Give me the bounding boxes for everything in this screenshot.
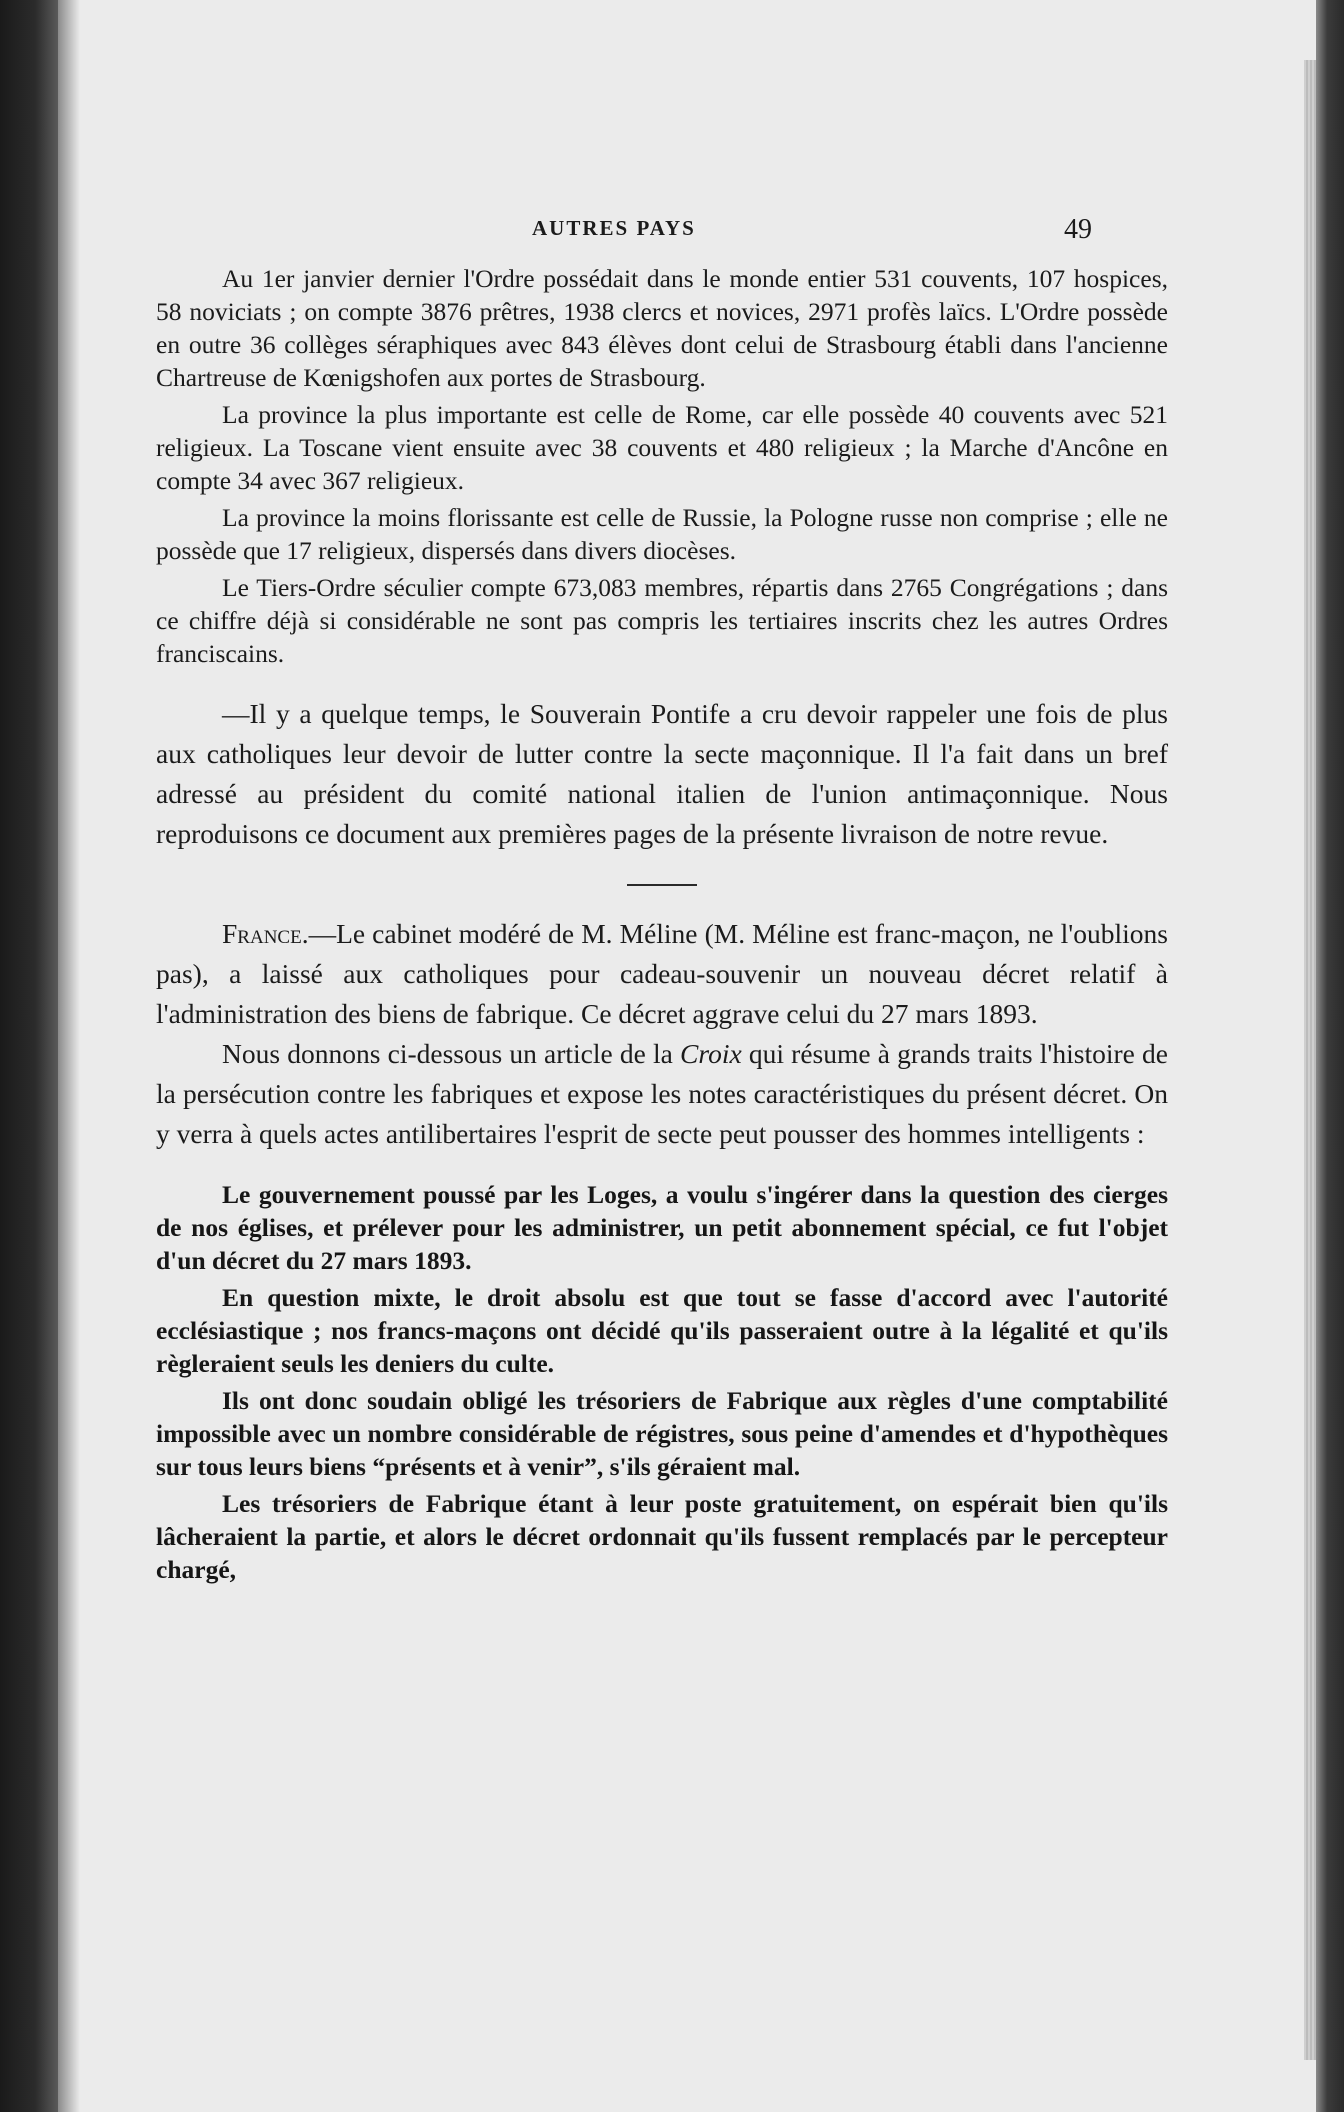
paragraph-province-rome: La province la plus importante est celle de Rome, car elle possède 40 couvents avec 521 religieux. La Toscane vient ensuite avec 38 couvents et 480 religieux ; la Marche d'Ancône en compte 34 avec 367 religieux. <box>156 400 1168 495</box>
gutter-shadow <box>58 0 80 2112</box>
paragraph-order-statistics: Au 1er janvier dernier l'Ordre possédait dans le monde entier 531 couvents, 107 hospices, 58 noviciats ; on compte 3876 prêtres, 1938 clercs et novices, 2971 profès laïcs. L'Ordre possède en outre 36 collèges séraphiques avec 843 élèves dont celui de Strasbourg établi dans l'ancienne Chartreuse de Kœnigshofen aux portes de Strasbourg. <box>156 264 1168 392</box>
section-france <box>156 914 1168 1154</box>
book-page <box>80 0 1276 2112</box>
book-cover-edge <box>1316 0 1344 2112</box>
page-stack-edge <box>1304 60 1316 2060</box>
paragraph-province-russia: La province la moins florissante est celle de Russie, la Pologne russe non comprise ; elle ne possède que 17 religieux, dispersés dans divers diocèses. <box>156 503 1168 565</box>
page-header <box>80 212 1276 252</box>
paragraph-france-decree <box>156 914 1168 1034</box>
country-heading: France. <box>222 918 309 949</box>
journal-title: Croix <box>680 1038 742 1069</box>
france-decree-text: —Le cabinet modéré de M. Méline (M. Méline est franc-maçon, ne l'oublions pas), a laissé aux catholiques pour cadeau-souvenir un nouveau décret relatif à l'administration des biens de fabrique. Ce décret aggrave celui du 27 mars 1893. <box>156 918 1168 1029</box>
section-franciscan-stats <box>156 262 1168 670</box>
paragraph-croix-intro <box>156 1034 1168 1154</box>
paragraph-pontiff-brief: —Il y a quelque temps, le Souverain Pontife a cru devoir rappeler une fois de plus aux catholiques leur devoir de lutter contre la secte maçonnique. Il l'a fait dans un bref adressé au président du comité national italien de l'union antimaçonnique. Nous reproduisons ce document aux premières pages de la présente livraison de notre revue. <box>156 698 1168 849</box>
section-sovereign-pontiff <box>156 694 1168 854</box>
page-body <box>156 262 1168 1586</box>
running-title: AUTRES PAYS <box>532 216 696 240</box>
section-divider <box>627 884 697 886</box>
paragraph-question-mixte: En question mixte, le droit absolu est que tout se fasse d'accord avec l'autorité ecclésiastique ; nos francs-maçons ont décidé qu'ils passeraient outre à la légalité et qu'ils règleraient seuls les deniers du culte. <box>156 1283 1168 1378</box>
paragraph-tresoriers-regles: Ils ont donc soudain obligé les trésoriers de Fabrique aux règles d'une comptabilité impossible avec un nombre considérable de régistres, sous peine d'amendes et d'hypothèques sur tous leurs biens “présents et à venir”, s'ils géraient mal. <box>156 1386 1168 1481</box>
paragraph-tiers-ordre: Le Tiers-Ordre séculier compte 673,083 membres, répartis dans 2765 Congrégations ; dans ce chiffre déjà si considérable ne sont pas compris les tertiaires inscrits chez les autres Ordres franciscains. <box>156 573 1168 668</box>
book-spine-edge <box>0 0 58 2112</box>
section-quoted-article <box>156 1178 1168 1586</box>
croix-intro-after: qui résume à grands traits l'histoire de la persécution contre les fabriques et expose les notes caractéristiques du présent décret. On y verra à quels actes antilibertaires l'esprit de secte peut pousser des hommes intelligents : <box>156 1038 1168 1149</box>
croix-intro-before: Nous donnons ci-dessous un article de la <box>222 1038 681 1069</box>
paragraph-loges-cierges: Le gouvernement poussé par les Loges, a voulu s'ingérer dans la question des cierges de nos églises, et prélever pour les administrer, un petit abonnement spécial, ce fut l'objet d'un décret du 27 mars 1893. <box>156 1180 1168 1275</box>
page-number: 49 <box>1064 214 1092 245</box>
paragraph-tresoriers-poste: Les trésoriers de Fabrique étant à leur poste gratuitement, on espérait bien qu'ils lâcheraient la partie, et alors le décret ordonnait qu'ils fussent remplacés par le percepteur chargé, <box>156 1489 1168 1584</box>
